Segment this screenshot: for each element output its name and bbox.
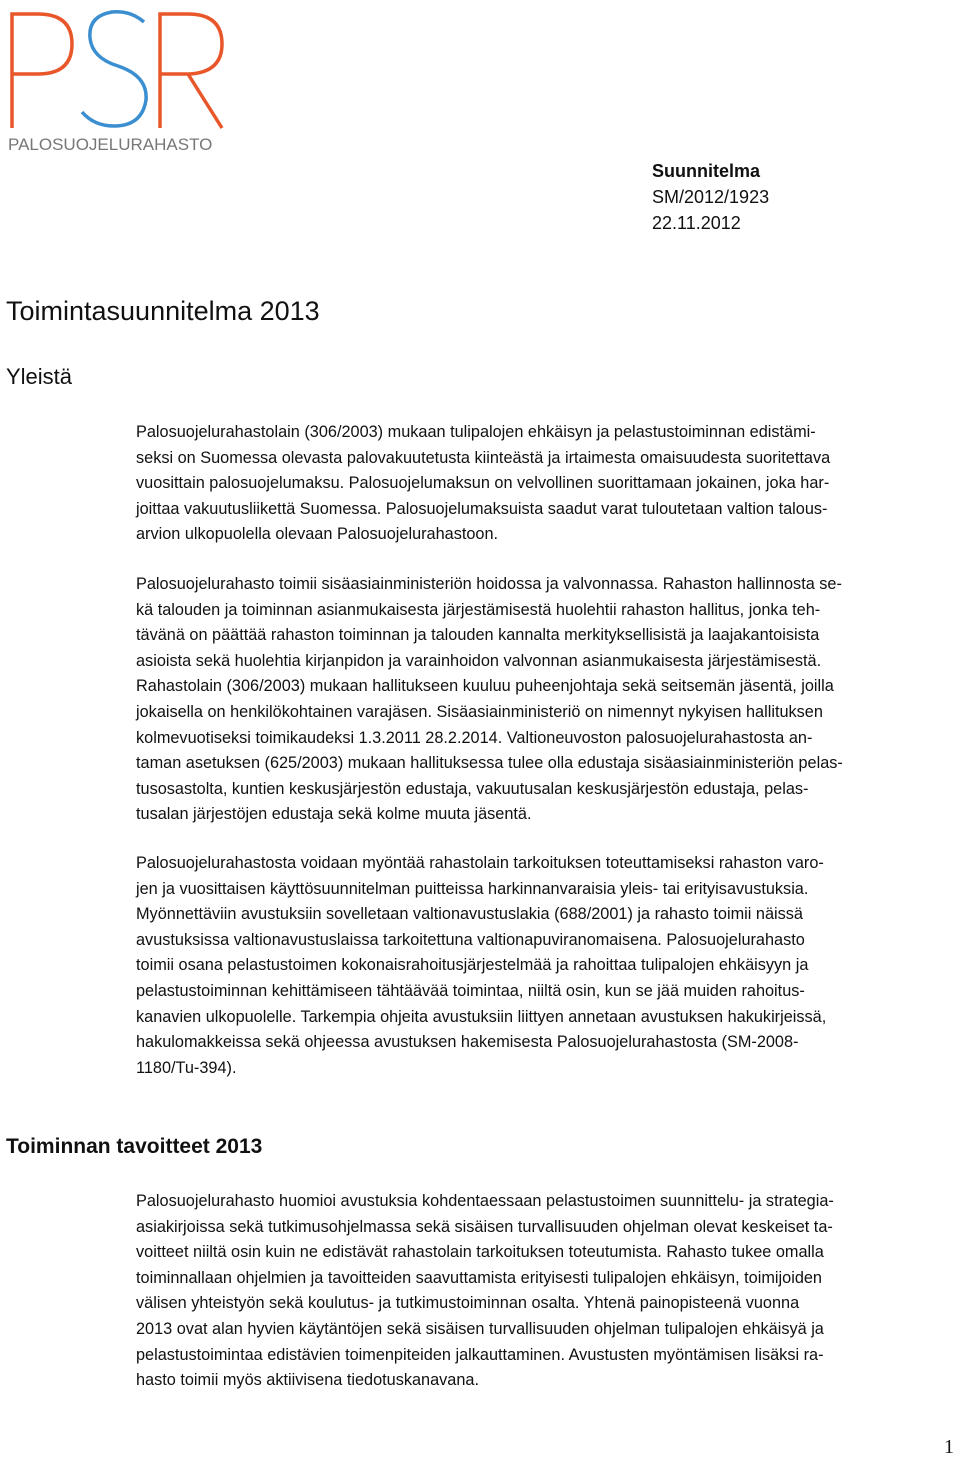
text-line: tävänä on päättää rahaston toiminnan ja talouden kannalta merkityksellisistä ja laajakantoisista — [136, 626, 820, 645]
text-line: avustuksissa valtionavustuslaissa tarkoitettuna valtionapuviranomaisena. Palosuojelurahasto — [136, 930, 805, 949]
palosuojelurahasto-logo — [0, 0, 230, 160]
text-line: asioista sekä huolehtia kirjanpidon ja varainhoidon valvonnan asianmukaisesta järjestämisestä. — [136, 651, 822, 670]
section-heading-goals: Toiminnan tavoitteet 2013 — [6, 1135, 263, 1158]
text-line: joittaa vakuutusliikettä Suomessa. Palosuojelumaksuista saadut varat tuloutetaan valtion talous- — [136, 499, 828, 518]
text-line: jen ja vuosittaisen käyttösuunnitelman puitteissa harkinnanvaraisia yleis- tai erityisavustuksia. — [136, 879, 809, 898]
text-line: Palosuojelurahastosta voidaan myöntää rahastolain tarkoituksen toteuttamiseksi rahaston varo- — [136, 854, 824, 872]
text-line: Palosuojelurahastolain (306/2003) mukaan tulipalojen ehkäisyn ja pelastustoiminnan edistämi- — [136, 423, 816, 441]
paragraph-goals-1 — [136, 1189, 956, 1394]
logo-letter-p — [12, 14, 72, 128]
text-line: Palosuojelurahasto huomioi avustuksia kohdentaessaan pelastustoimen suunnittelu- ja strategia- — [136, 1192, 834, 1210]
document-title: Toimintasuunnitelma 2013 — [6, 296, 320, 326]
page-number: 1 — [944, 1436, 954, 1458]
text-line: asiakirjoissa sekä tutkimusohjelmassa sekä sisäisen turvallisuuden ohjelman olevat keskeiset ta- — [136, 1217, 833, 1236]
document-meta — [652, 158, 769, 236]
text-line: seksi on Suomessa olevasta palovakuutetusta kiinteästä ja irtaimesta omaisuudesta suoritettava — [136, 448, 831, 467]
text-line: Rahastolain (306/2003) mukaan hallitukseen kuuluu puheenjohtaja sekä seitsemän jäsentä, joilla — [136, 677, 834, 696]
text-line: toiminnallaan ohjelmien ja tavoitteiden saavuttamista erityisesti tulipalojen ehkäisyn, toimijoiden — [136, 1268, 822, 1287]
paragraph-general-2 — [136, 572, 956, 828]
text-line: arvion ulkopuolella olevaan Palosuojelurahastoon. — [136, 525, 499, 544]
text-line: 2013 ovat alan hyvien käytäntöjen sekä sisäisen turvallisuuden ohjelman tulipalojen ehkäisyä ja — [136, 1319, 824, 1338]
logo-wordmark: PALOSUOJELURAHASTO — [8, 135, 213, 154]
text-line: 1180/Tu-394). — [136, 1058, 237, 1077]
text-line: Myönnettäviin avustuksiin sovelletaan valtionavustuslakia (688/2001) ja rahasto toimii näissä — [136, 905, 803, 924]
text-line: pelastustoimintaa edistävien toimenpiteiden jalkauttaminen. Avustusten myöntämisen lisäksi ra- — [136, 1345, 824, 1364]
text-line: pelastustoiminnan kehittämiseen tähtäävää toimintaa, niiltä osin, kun se jää muiden rahoitus- — [136, 981, 805, 1000]
text-line: hasto toimii myös aktiivisena tiedotuskanavana. — [136, 1371, 479, 1390]
psr-logo-mark — [0, 0, 230, 140]
document-type: Suunnitelma — [652, 161, 761, 181]
text-line: toimii osana pelastustoimen kokonaisrahoitusjärjestelmää ja rahoittaa tulipalojen ehkäisyyn ja — [136, 956, 809, 975]
paragraph-general-1 — [136, 420, 956, 548]
text-line: taman asetuksen (625/2003) mukaan hallituksessa tulee olla edustaja sisäasiainministeriön pelas- — [136, 754, 843, 773]
text-line: vuosittain palosuojelumaksu. Palosuojelumaksun on velvollinen suorittamaan jokainen, joka har- — [136, 474, 830, 493]
document-date: 22.11.2012 — [652, 213, 741, 233]
paragraph-general-3 — [136, 851, 956, 1081]
text-line: tusalan järjestöjen edustaja sekä kolme muuta jäsentä. — [136, 805, 532, 824]
text-line: jokaisella on henkilökohtainen varajäsen. Sisäasiainministeriö on nimennyt nykyisen hallituksen — [136, 702, 823, 721]
logo-letter-s — [82, 12, 146, 126]
text-line: voitteet niiltä osin kuin ne edistävät rahastolain tarkoituksen toteutumista. Rahasto tukee omalla — [136, 1243, 824, 1262]
text-line: kä talouden ja toiminnan asianmukaisesta järjestämisestä huolehtii rahaston hallitus, jonka teh- — [136, 600, 821, 619]
text-line: välisen yhteistyön sekä koulutus- ja tutkimustoiminnan osalta. Yhtenä painopisteenä vuonna — [136, 1294, 800, 1313]
text-line: kolmevuotiseksi toimikaudeksi 1.3.2011 28.2.2014. Valtioneuvoston palosuojelurahastosta an- — [136, 728, 813, 747]
logo-letter-r — [160, 14, 222, 128]
document-reference: SM/2012/1923 — [652, 187, 770, 207]
text-line: kanavien ulkopuolelle. Tarkempia ohjeita avustuksiin liittyen annetaan avustuksen hakukirjeissä, — [136, 1007, 827, 1026]
text-line: Palosuojelurahasto toimii sisäasiainministeriön hoidossa ja valvonnassa. Rahaston hallinnosta se- — [136, 575, 842, 593]
text-line: hakulomakkeissa sekä ohjeessa avustuksen hakemisesta Palosuojelurahastosta (SM-2008- — [136, 1033, 799, 1052]
text-line: tusosastolta, kuntien keskusjärjestön edustaja, vakuutusalan keskusjärjestön edustaja, pelas- — [136, 779, 809, 798]
section-heading-general: Yleistä — [6, 364, 73, 389]
